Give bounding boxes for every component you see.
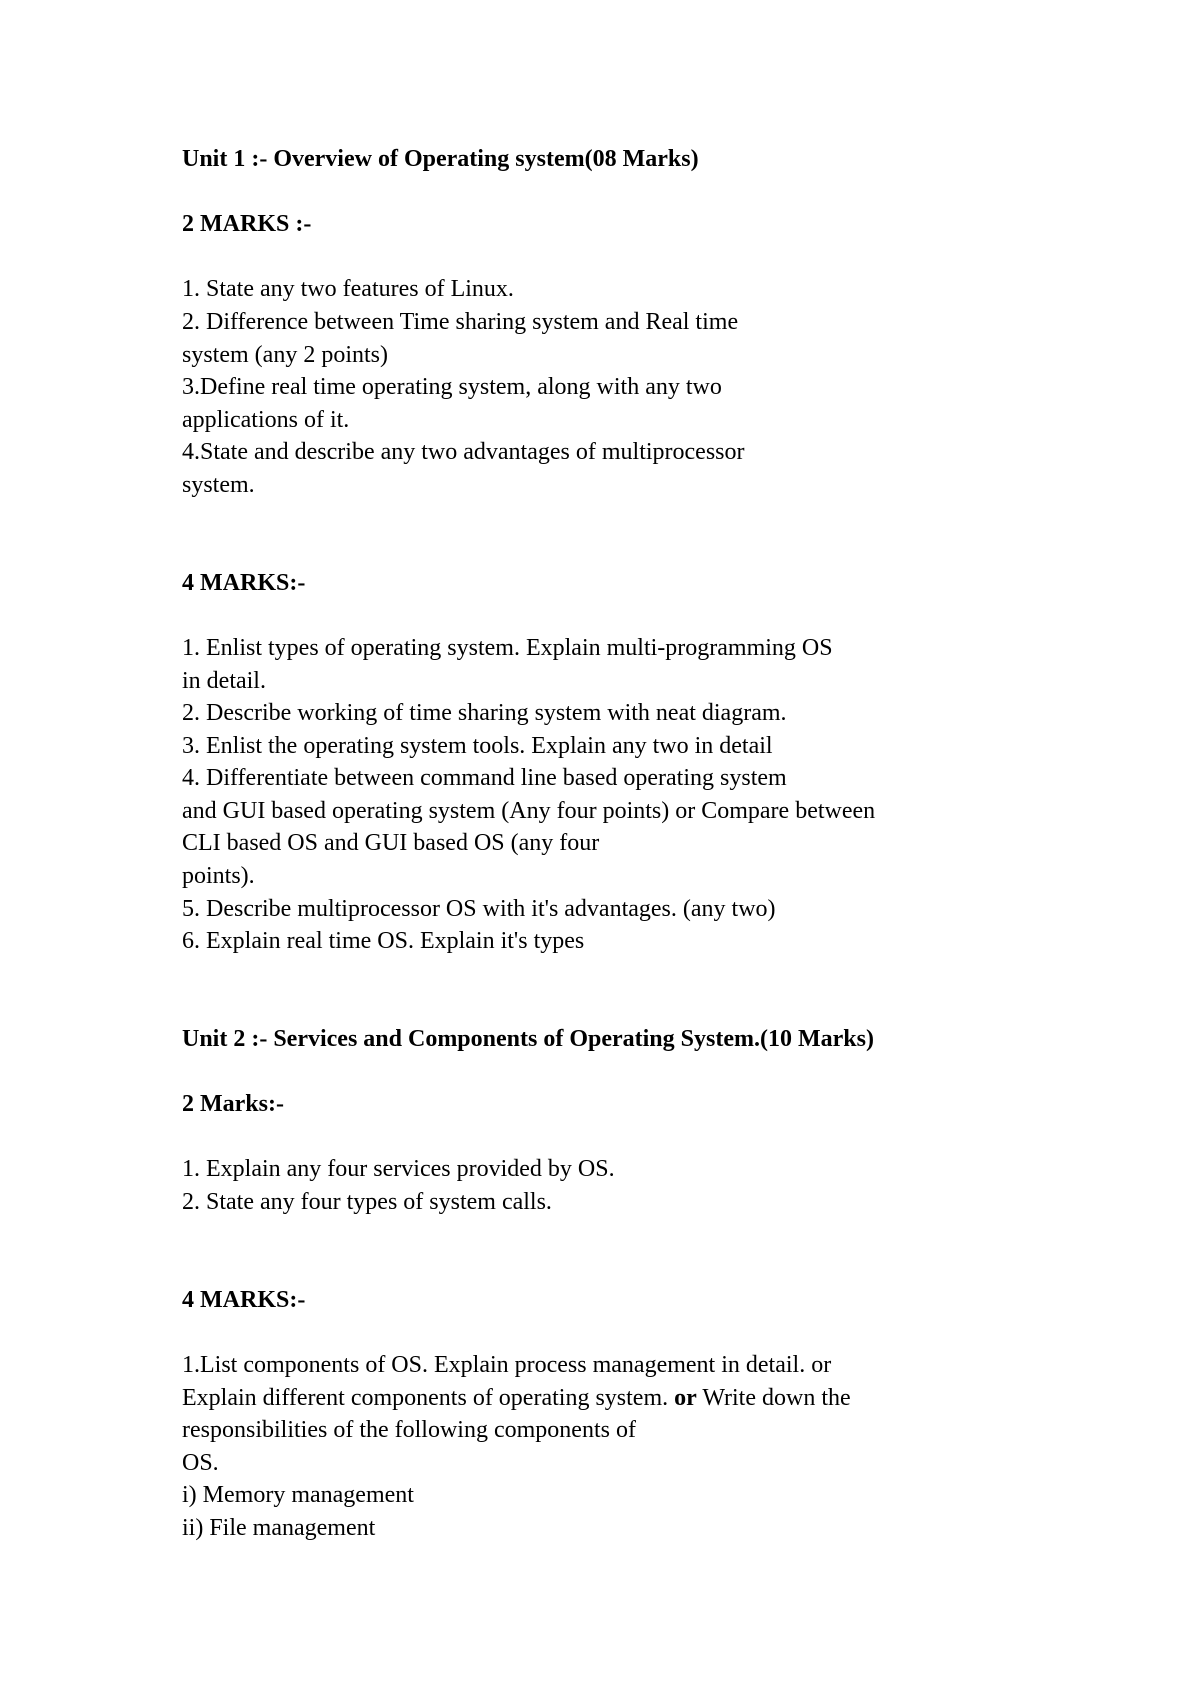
question-line: responsibilities of the following components of <box>182 1417 636 1444</box>
question-line: i) Memory management <box>182 1482 414 1509</box>
question-line: OS. <box>182 1449 219 1476</box>
question-line: 2. State any four types of system calls. <box>182 1189 552 1215</box>
unit1-4marks-questions <box>182 632 1082 958</box>
unit1-4marks-heading: 4 MARKS:- <box>182 569 306 596</box>
question-line: 1. State any two features of Linux. <box>182 276 514 303</box>
question-line: 5. Describe multiprocessor OS with it's advantages. (any two) <box>182 895 776 922</box>
question-line: 4. Differentiate between command line based operating system <box>182 765 787 792</box>
question-text: Write down the <box>696 1384 851 1411</box>
question-line: ii) File management <box>182 1514 376 1541</box>
unit2-2marks-heading: 2 Marks:- <box>182 1091 284 1118</box>
question-line: in detail. <box>182 667 266 694</box>
unit2-4marks-questions <box>182 1349 1082 1545</box>
question-line: applications of it. <box>182 406 350 433</box>
question-line: 1.List components of OS. Explain process management in detail. or <box>182 1351 832 1378</box>
unit1-2marks-questions <box>182 273 1082 501</box>
unit2-title: Unit 2 :- Services and Components of Operating System.(10 Marks) <box>182 1026 874 1053</box>
question-line: 6. Explain real time OS. Explain it's types <box>182 928 585 955</box>
question-line: and GUI based operating system (Any four points) or Compare between <box>182 797 876 824</box>
question-line: 2. Describe working of time sharing system with neat diagram. <box>182 700 787 727</box>
question-line <box>182 1382 1082 1415</box>
question-line: 1. Enlist types of operating system. Explain multi-programming OS <box>182 634 833 661</box>
question-line: 4.State and describe any two advantages of multiprocessor <box>182 439 745 466</box>
question-text: Explain different components of operating system. <box>182 1384 675 1411</box>
or-emphasis: or <box>674 1384 697 1411</box>
unit2-4marks-heading: 4 MARKS:- <box>182 1286 306 1313</box>
question-line: system (any 2 points) <box>182 341 388 368</box>
question-line: 2. Difference between Time sharing system and Real time <box>182 308 739 335</box>
question-line: system. <box>182 471 255 498</box>
question-line: 3. Enlist the operating system tools. Explain any two in detail <box>182 732 773 759</box>
question-line: 1. Explain any four services provided by OS. <box>182 1156 615 1183</box>
question-line: CLI based OS and GUI based OS (any four <box>182 830 600 857</box>
unit2-2marks-questions <box>182 1153 1082 1218</box>
question-line: 3.Define real time operating system, along with any two <box>182 374 722 401</box>
unit1-title: Unit 1 :- Overview of Operating system(08 Marks) <box>182 146 699 172</box>
document-content <box>182 143 1082 1545</box>
question-line: points). <box>182 863 255 890</box>
unit1-2marks-heading: 2 MARKS :- <box>182 211 312 238</box>
